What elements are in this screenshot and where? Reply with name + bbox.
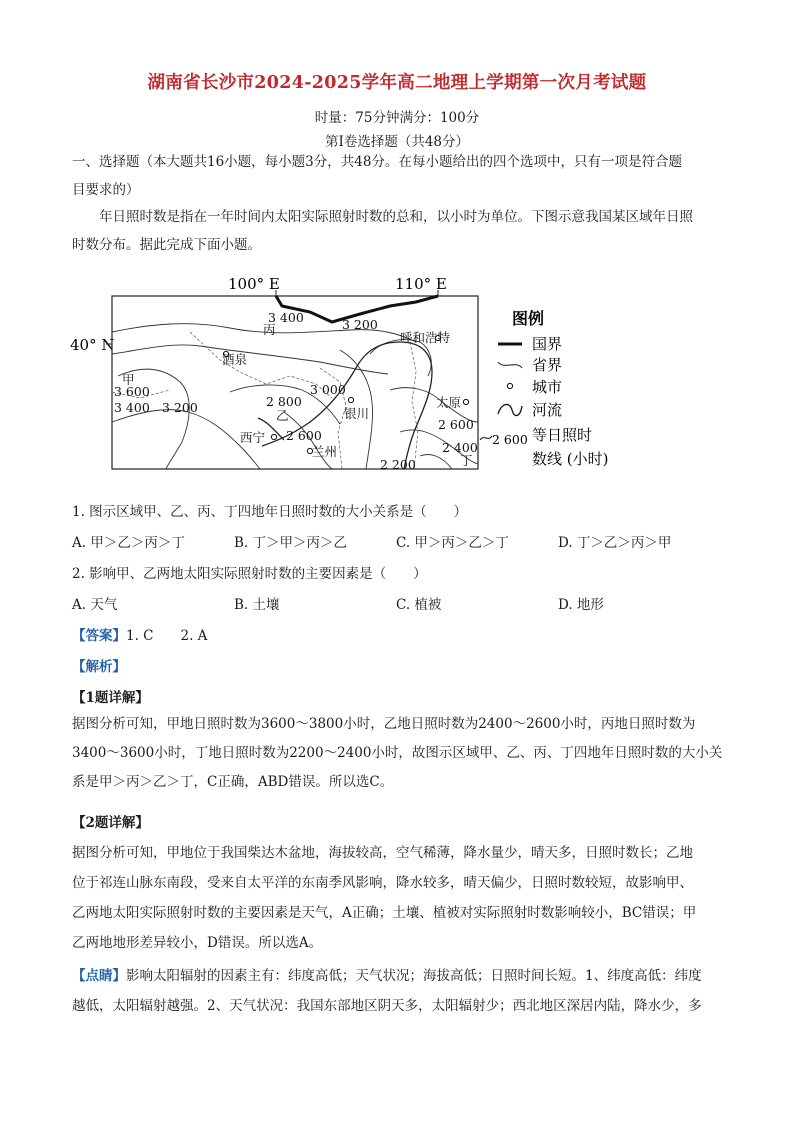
q2-option-a: A. 天气 [72,597,118,613]
label-lanzhou: 兰州 [312,444,338,459]
legend-isoline-symbol [480,436,492,440]
q2-detail-line-2: 位于祁连山脉东南段，受来自太平洋的东南季风影响，降水较多，晴天偏少，日照时数较短，故影响甲、 [72,875,693,891]
q1-detail-text [72,710,724,797]
tip-paragraph [72,961,724,1021]
legend-isoline-label-1: 等日照时 [532,426,593,444]
label-3200-top: 3 200 [342,317,378,332]
label-huhehaote: 呼和浩特 [400,330,451,345]
q2-detail-line-4: 乙两地地形差异较小，D错误。所以选A。 [72,935,323,951]
label-xining: 西宁 [240,430,266,445]
label-jia: 甲 [122,372,135,387]
label-2600-mid: 2 600 [286,428,322,443]
legend-river-label: 河流 [532,401,563,419]
time-score-line: 时量：75分钟满分：100分 [314,110,480,126]
instructions-line-1: 一、选择题（本大题共16小题，每小题3分，共48分。在每小题给出的四个选项中，只有一项是符合题 [72,154,682,170]
label-jiuquan: 酒泉 [222,352,248,367]
label-ding: 丁 [460,453,473,468]
q2-detail-line-1: 据图分析可知，甲地位于我国柴达木盆地，海拔较高，空气稀薄，降水量少，晴天多，日照时数长；乙地 [72,845,693,861]
tip-line-1: 影响太阳辐射的因素主有：纬度高低；天气状况；海拔高低；日照时间长短。1、纬度高低：纬度 [126,968,702,984]
city-xining-marker [271,434,276,439]
q1-detail-line-1: 据图分析可知，甲地日照时数为3600～3800小时，乙地日照时数为2400～2600小时，丙地日照时数为 [72,716,696,732]
legend-province-label: 省界 [532,356,563,374]
label-2600-right: 2 600 [438,417,474,432]
lon-110-label: 110° E [395,275,447,293]
q2-detail-label: 【2题详解】 [72,815,149,831]
answer-label: 【答案】 [72,628,126,644]
section-heading: 第Ⅰ卷选择题（共48分） [324,134,469,150]
q2-option-d: D. 地形 [558,597,604,613]
answer-line [72,624,207,644]
legend-province-symbol [498,362,522,368]
q1-detail-line-3: 系是甲＞丙＞乙＞丁，C正确，ABD错误。所以选C。 [72,774,394,790]
label-yinchuan: 银川 [344,406,370,421]
legend-isoline-label-2: 数线 (小时) [532,450,609,468]
q1-option-c: C. 甲＞丙＞乙＞丁 [396,535,509,551]
tip-label: 【点睛】 [72,968,126,984]
label-3400-left: 3 400 [114,400,150,415]
legend-title: 图例 [512,309,545,328]
q2-option-c: C. 植被 [396,597,442,613]
q2-option-b: B. 土壤 [234,597,280,613]
q1-detail-label: 【1题详解】 [72,690,149,706]
q1-option-b: B. 丁＞甲＞丙＞乙 [234,535,348,551]
intro-line-2: 时数分布。据此完成下面小题。 [72,237,261,253]
legend-isoline-sample: 2 600 [492,432,528,447]
label-yi: 乙 [276,408,289,423]
legend-border-label: 国界 [532,335,563,353]
lon-100-label: 100° E [228,275,280,293]
tip-line-2: 越低，太阳辐射越强。2、天气状况：我国东部地区阴天多，太阳辐射少；西北地区深居内陆，降水少，多 [72,998,702,1014]
answer-text: 1. C 2. A [126,628,208,644]
analysis-label: 【解析】 [72,659,126,675]
legend-city-symbol [507,383,512,388]
question-2-stem: 2. 影响甲、乙两地太阳实际照射时数的主要因素是（ ） [72,566,427,582]
intro-paragraph [72,203,724,259]
sunshine-map [70,272,640,472]
label-3000: 3 000 [310,382,346,397]
label-bing: 丙 [263,322,276,337]
label-taiyuan: 太原 [436,395,462,410]
q1-option-d: D. 丁＞乙＞丙＞甲 [558,535,672,551]
q2-detail-text [72,838,724,958]
label-3200-left: 3 200 [162,400,198,415]
q2-detail-line-3: 乙两地太阳实际照射时数的主要因素是天气，A正确；土壤、植被对实际照射时数影响较小，BC错误；甲 [72,905,697,921]
lat-40-label: 40° N [70,336,115,354]
city-yinchuan-marker [348,397,353,402]
instructions-line-2: 目要求的） [72,182,140,198]
label-2800: 2 800 [266,394,302,409]
instructions [72,148,724,204]
label-2200: 2 200 [380,457,416,472]
exam-title: 湖南省长沙市2024-2025学年高二地理上学期第一次月考试题 [147,73,647,93]
legend-river-symbol [498,404,522,415]
q1-detail-line-2: 3400～3600小时，丁地日照时数为2200～2400小时，故图示区域甲、乙、丙、丁四地年日照时数的大小关 [72,745,723,761]
q1-option-a: A. 甲＞乙＞丙＞丁 [72,535,185,551]
city-taiyuan-marker [463,399,468,404]
label-3400-top: 3 400 [268,310,304,325]
question-1-stem: 1. 图示区域甲、乙、丙、丁四地年日照时数的大小关系是（ ） [72,504,468,520]
label-3600: 3 600 [114,384,150,399]
legend-city-label: 城市 [532,378,563,396]
intro-line-1: 年日照时数是指在一年时间内太阳实际照射时数的总和，以小时为单位。下图示意我国某区域年日照 [99,209,693,225]
map-legend [480,309,608,468]
label-2400: 2 400 [442,440,478,455]
